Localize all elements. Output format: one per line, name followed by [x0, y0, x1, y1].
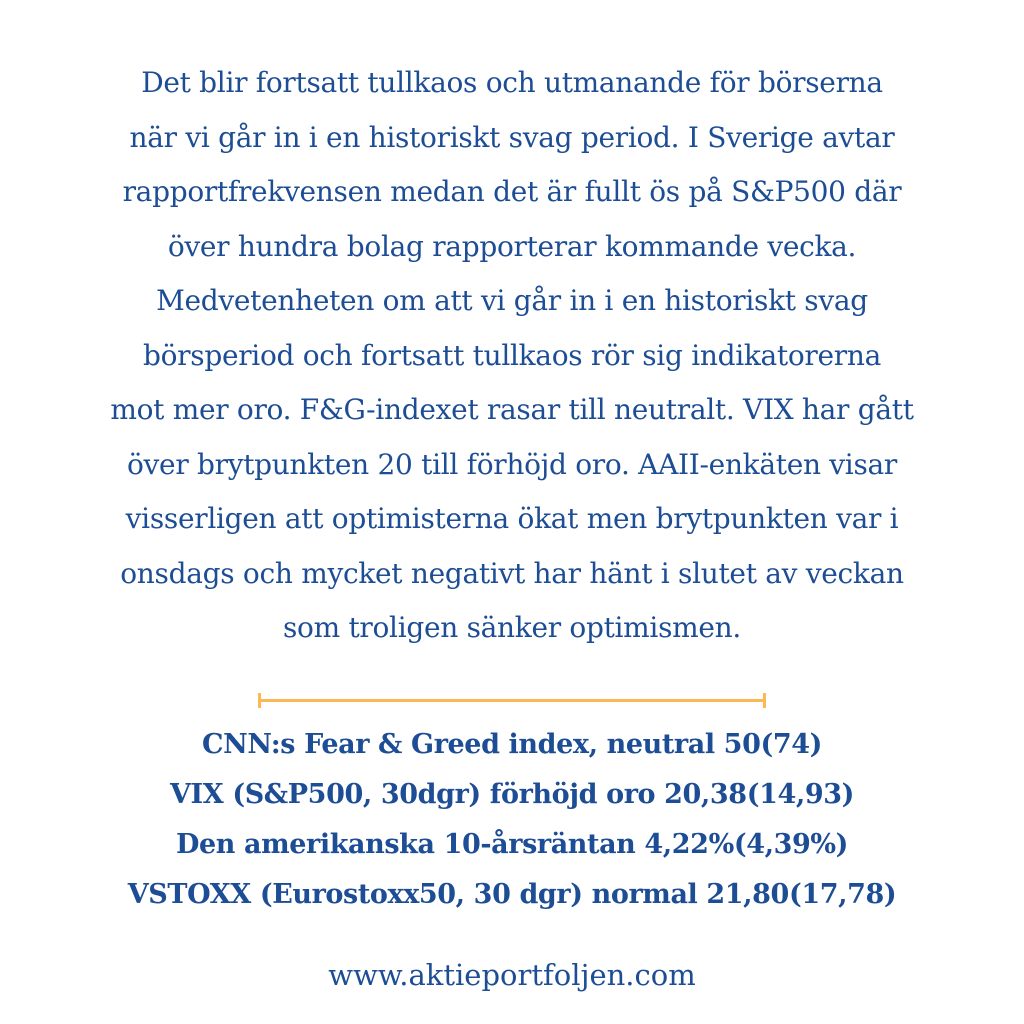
commentary-paragraph — [40, 56, 984, 656]
section-divider — [258, 693, 766, 707]
divider-bar — [258, 699, 766, 702]
divider-right-cap — [763, 693, 766, 708]
commentary-line: börsperiod och fortsatt tullkaos rör sig indikatorerna — [142, 338, 881, 372]
commentary-line: över hundra bolag rapporterar kommande vecka. — [167, 229, 857, 263]
indicator-vix: VIX (S&P500, 30dgr) förhöjd oro 20,38(14,93) — [170, 779, 854, 810]
commentary-line: när vi går in i en historiskt svag period. I Sverige avtar — [129, 120, 895, 154]
indicator-fear-greed: CNN:s Fear & Greed index, neutral 50(74) — [202, 729, 822, 760]
indicator-vstoxx: VSTOXX (Eurostoxx50, 30 dgr) normal 21,80(17,78) — [127, 879, 897, 910]
website-link[interactable]: www.aktieportfoljen.com — [328, 958, 696, 992]
commentary-line: Det blir fortsatt tullkaos och utmanande för börserna — [141, 66, 883, 99]
indicator-us-10y-yield: Den amerikanska 10-årsräntan 4,22%(4,39%) — [175, 829, 848, 860]
commentary-line: visserligen att optimisterna ökat men brytpunkten var i — [125, 502, 899, 535]
commentary-line: mot mer oro. F&G-indexet rasar till neutralt. VIX har gått — [110, 393, 914, 426]
commentary-line: över brytpunkten 20 till förhöjd oro. AAII-enkäten visar — [126, 447, 898, 481]
commentary-line: rapportfrekvensen medan det är fullt ös på S&P500 där — [122, 175, 902, 208]
indicator-list — [30, 720, 994, 920]
commentary-line: Medvetenheten om att vi går in i en historiskt svag — [156, 284, 868, 317]
commentary-line: onsdags och mycket negativt har hänt i slutet av veckan — [120, 556, 904, 590]
commentary-line: som troligen sänker optimismen. — [282, 611, 742, 644]
